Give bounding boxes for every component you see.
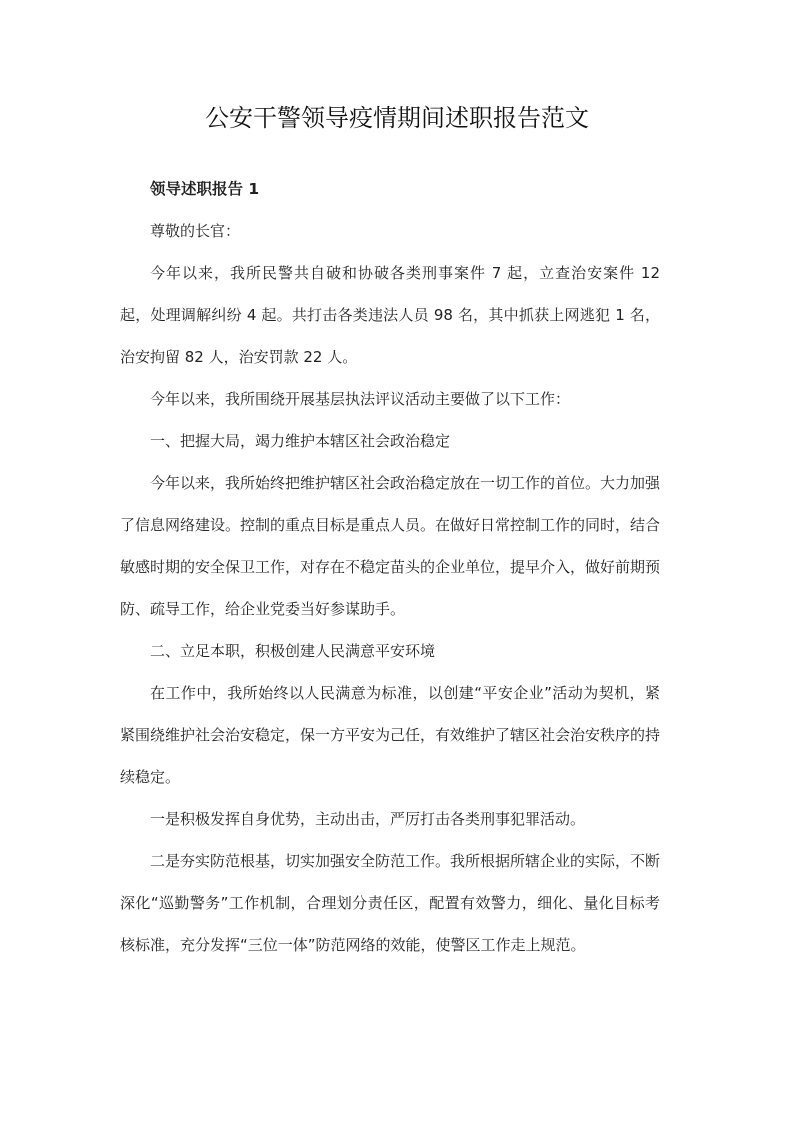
paragraph-point-one-heading: 一、把握大局，竭力维护本辖区社会政治稳定 [150,432,451,450]
paragraph-work-intro: 今年以来，我所围绕开展基层执法评议活动主要做了以下工作： [150,390,571,408]
document-title: 公安干警领导疫情期间述职报告范文 [205,104,589,132]
paragraph-point-two-body: 在工作中，我所始终以人民满意为标准，以创建“平安企业”活动为契机，紧紧围绕维护社会治安稳定，保一方平安为己任，有效维护了辖区社会治安秩序的持续稳定。 [120,684,661,786]
paragraph-point-two-heading: 二、立足本职，积极创建人民满意平安环境 [150,642,436,660]
paragraph-point-one-body: 今年以来，我所始终把维护辖区社会政治稳定放在一切工作的首位。大力加强了信息网络建设。控制的重点目标是重点人员。在做好日常控制工作的同时，结合敏感时期的安全保卫工作，对存在不稳定苗头的企业单位，提早介入，做好前期预防、疏导工作，给企业党委当好参谋助手。 [120,474,661,618]
paragraph-statistics: 今年以来，我所民警共自破和协破各类刑事案件 7 起，立查治安案件 12 起，处理调解纠纷 4 起。共打击各类违法人员 98 名，其中抓获上网逃犯 1 名，治安拘留 82 人，治安罚款 22 人。 [120,264,660,366]
section-heading: 领导述职报告 1 [150,180,260,198]
paragraph-item-one: 一是积极发挥自身优势，主动出击，严厉打击各类刑事犯罪活动。 [150,810,586,828]
salutation: 尊敬的长官： [150,222,241,240]
document-body [120,168,660,966]
paragraph-item-two: 二是夯实防范根基，切实加强安全防范工作。我所根据所辖企业的实际，不断深化“巡勤警务”工作机制，合理划分责任区，配置有效警力，细化、量化目标考核标准，充分发挥“三位一体”防范网络的效能，使警区工作走上规范。 [120,852,661,954]
